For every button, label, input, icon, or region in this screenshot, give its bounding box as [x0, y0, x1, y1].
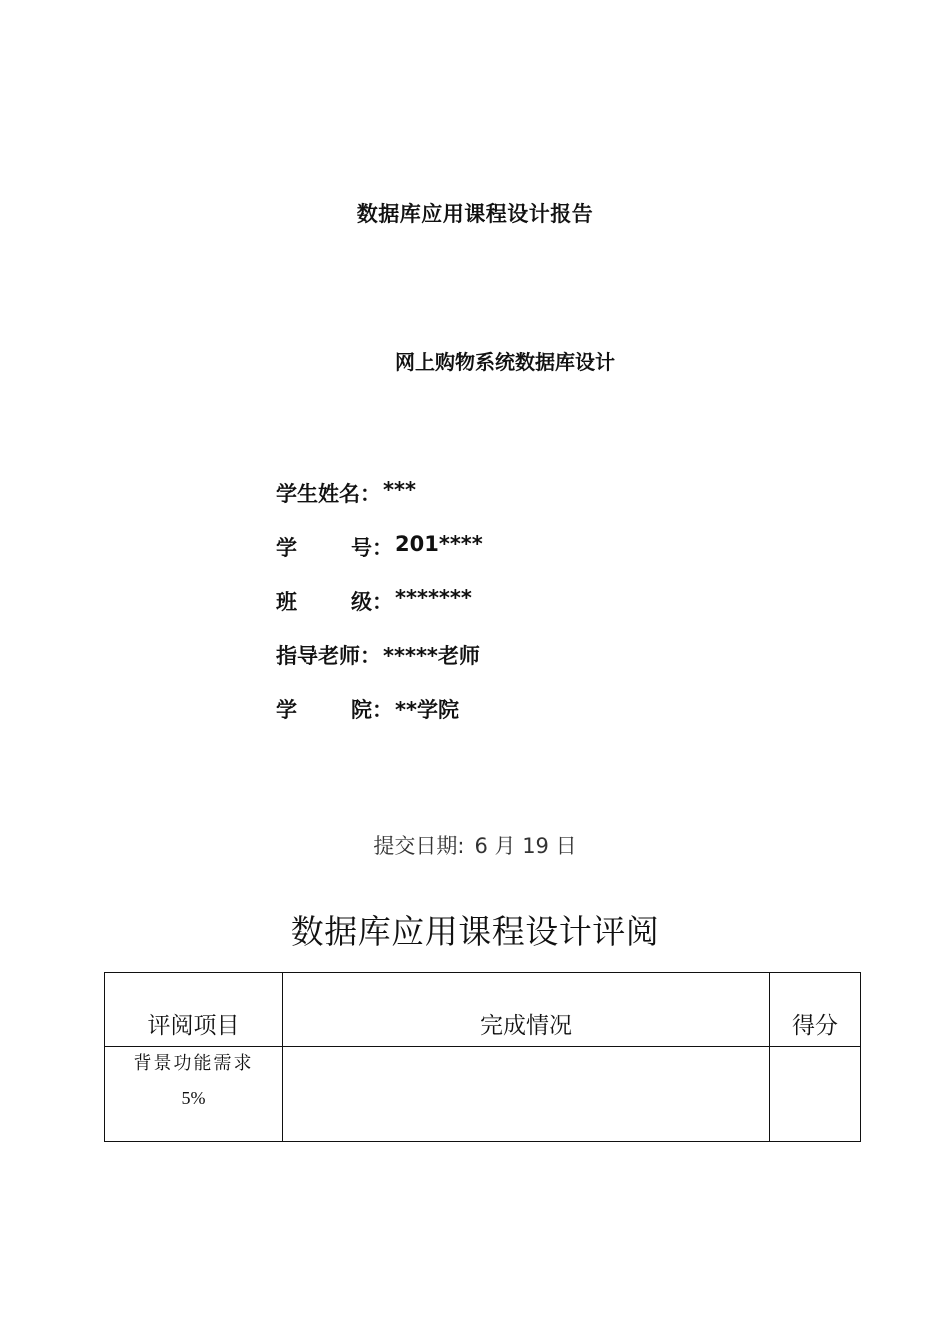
- college-value: **学院: [395, 698, 459, 722]
- header-score: 得分: [770, 973, 861, 1047]
- student-id-label: [276, 532, 372, 562]
- colon: ：: [372, 590, 393, 614]
- advisor-value: *****老师: [383, 644, 480, 668]
- advisor-label: 指导老师: [276, 644, 360, 668]
- student-name-value: ***: [383, 478, 416, 502]
- completion-cell[interactable]: [283, 1047, 770, 1142]
- college-label-char-2: 院: [351, 698, 372, 722]
- college-label-char-1: 学: [276, 698, 297, 722]
- report-title: 数据库应用课程设计报告: [356, 202, 594, 226]
- colon: ：: [372, 698, 393, 722]
- submit-date-value: 6 月 19 日: [474, 834, 577, 858]
- student-id-label-char-2: 号: [351, 536, 372, 560]
- student-name-label: 学生姓名: [276, 482, 360, 506]
- submit-date: [0, 830, 950, 860]
- class-label: [276, 586, 372, 616]
- project-title: 网上购物系统数据库设计: [395, 350, 615, 374]
- student-id-value: 201****: [395, 532, 483, 556]
- review-item-cell: [105, 1047, 283, 1142]
- colon: ：: [360, 482, 381, 506]
- review-table-header-row: [105, 973, 861, 1047]
- student-name-row: [276, 478, 483, 532]
- colon: ：: [360, 644, 381, 668]
- table-row: [105, 1047, 861, 1142]
- colon: ：: [372, 536, 393, 560]
- college-label: [276, 694, 372, 724]
- header-review-item: 评阅项目: [105, 973, 283, 1047]
- review-item-name: 背景功能需求: [133, 1053, 254, 1074]
- class-label-char-2: 级: [351, 590, 372, 614]
- score-cell[interactable]: [770, 1047, 861, 1142]
- review-title: 数据库应用课程设计评阅: [290, 912, 660, 951]
- college-row: [276, 694, 483, 748]
- submit-date-label: 提交日期:: [373, 834, 465, 858]
- student-id-label-char-1: 学: [276, 536, 297, 560]
- class-row: [276, 586, 483, 640]
- review-table: [104, 972, 861, 1142]
- header-completion: 完成情况: [283, 973, 770, 1047]
- advisor-row: [276, 640, 483, 694]
- class-label-char-1: 班: [276, 590, 297, 614]
- review-item-weight: 5%: [181, 1088, 206, 1109]
- class-value: *******: [395, 586, 472, 610]
- student-id-row: [276, 532, 483, 586]
- student-info-block: [276, 478, 483, 748]
